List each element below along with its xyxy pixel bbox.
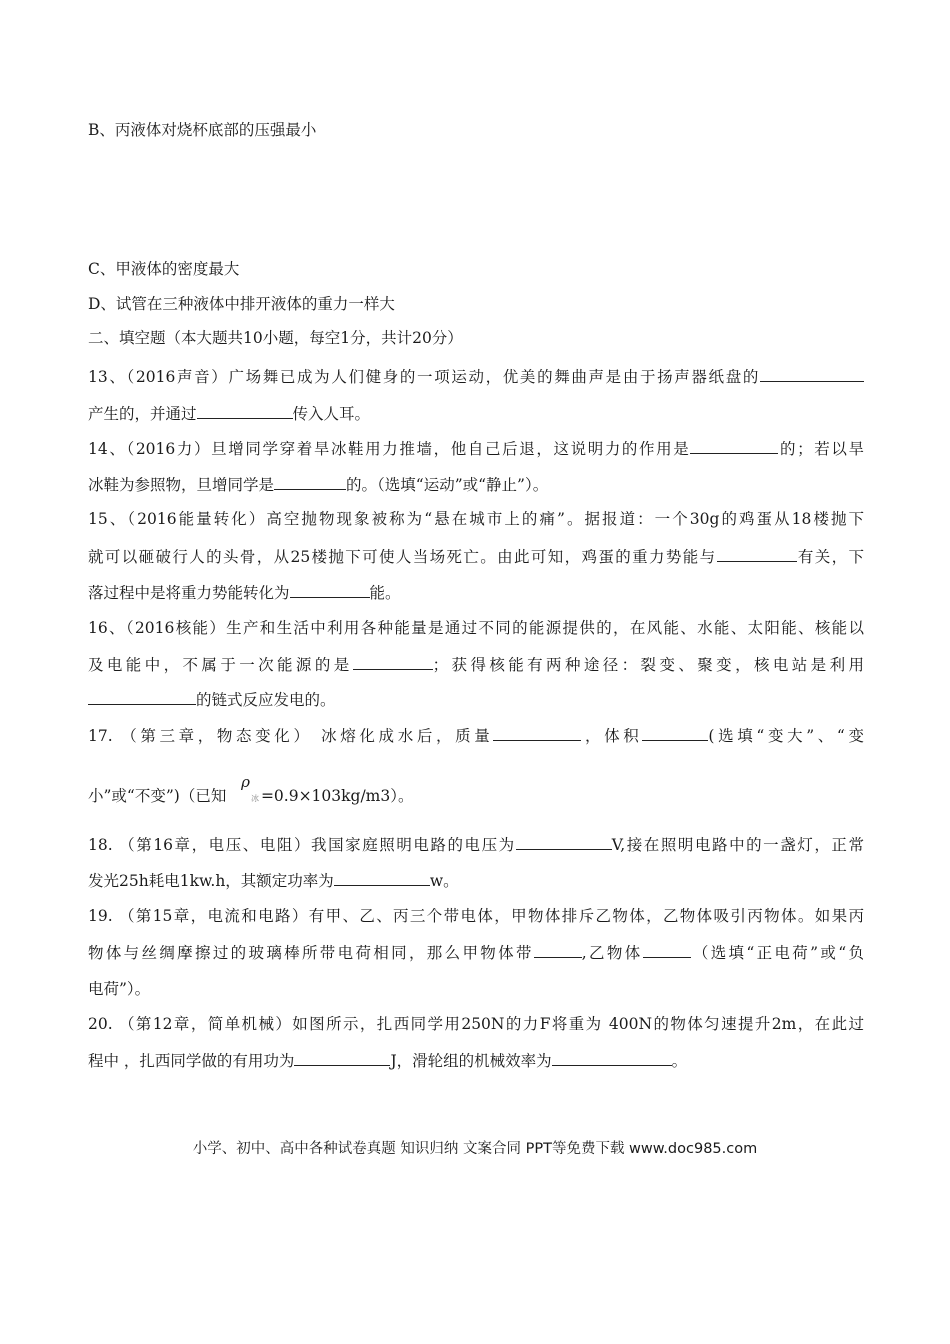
answer-blank[interactable] [760,366,864,382]
option-c: C、甲液体的密度最大 [88,260,240,278]
question-18-line-1: 18. （第16章，电压、电阻）我国家庭照明电路的电压为 V,接在照明电路中的一盏灯，正常 [88,836,864,854]
question-19-line-1: 19. （第15章，电流和电路）有甲、乙、丙三个带电体，甲物体排斥乙物体，乙物体吸引丙物体。如果丙 [88,907,864,925]
question-19-line-2: 物体与丝绸摩擦过的玻璃棒所带电荷相同，那么甲物体带 ,乙物体 （选填“正电荷”或“负 [88,944,864,962]
question-18-line-2: 发光25h耗电1kw.h，其额定功率为 w。 [88,872,459,890]
answer-blank[interactable] [642,725,708,741]
option-b: B、丙液体对烧杯底部的压强最小 [88,121,317,139]
answer-blank[interactable] [290,582,370,598]
question-16-line-1: 16、（2016核能）生产和生活中利用各种能量是通过不同的能源提供的，在风能、水能、太阳能、核能以 [88,619,864,637]
question-13-line-2: 产生的，并通过 传入人耳。 [88,405,371,423]
question-17-line-2: 小”或“不变”)（已知 ρ冰 =0.9×103kg/m3）。 [88,773,414,805]
page-footer: 小学、初中、高中各种试卷真题 知识归纳 文案合同 PPT等免费下载 www.doc985.com [192,1141,758,1157]
answer-blank[interactable] [493,725,581,741]
answer-blank[interactable] [88,689,196,705]
question-16-line-2: 及电能中，不属于一次能源的是 ；获得核能有两种途径：裂变、聚变，核电站是利用 [88,656,864,674]
answer-blank[interactable] [334,870,430,886]
answer-blank[interactable] [516,834,612,850]
density-subscript: 冰 [250,794,259,803]
answer-blank[interactable] [552,1050,672,1066]
question-13-line-1: 13、（2016声音）广场舞已成为人们健身的一项运动，优美的舞曲声是由于扬声器纸盘的 [88,366,864,387]
answer-blank[interactable] [717,546,797,562]
section-title: 二、填空题（本大题共10小题，每空1分，共计20分） [88,329,463,347]
density-symbol: ρ [241,773,250,791]
question-20-line-2: 程中 ，扎西同学做的有用功为 J，滑轮组的机械效率为 。 [88,1052,688,1070]
question-15-line-1: 15、（2016能量转化）高空抛物现象被称为“悬在城市上的痛”。据报道：一个30g的鸡蛋从18楼抛下 [88,510,864,528]
question-15-line-2: 就可以砸破行人的头骨，从25楼抛下可使人当场死亡。由此可知，鸡蛋的重力势能与 有关，下 [88,548,864,566]
answer-blank[interactable] [274,474,346,490]
question-14-line-2: 冰鞋为参照物，旦增同学是 的。（选填“运动”或“静止”）。 [88,476,549,494]
question-19-line-3: 电荷”）。 [88,980,151,998]
option-d: D、试管在三种液体中排开液体的重力一样大 [88,295,395,313]
question-14-line-1: 14、（2016力）旦增同学穿着旱冰鞋用力推墙，他自己后退，这说明力的作用是 的；若以旱 [88,440,864,458]
question-15-line-3: 落过程中是将重力势能转化为 能。 [88,584,401,602]
answer-blank[interactable] [643,942,691,958]
question-17-line-1: 17. （第三章，物态变化） 冰熔化成水后，质量 ，体积 (选填“变大”、“变 [88,727,864,745]
question-20-line-1: 20. （第12章，简单机械）如图所示，扎西同学用250N的力F将重为 400N的物体匀速提升2m，在此过 [88,1015,864,1033]
answer-blank[interactable] [197,403,293,419]
answer-blank[interactable] [534,942,582,958]
answer-blank[interactable] [690,438,778,454]
question-16-line-3: 的链式反应发电的。 [88,689,864,710]
answer-blank[interactable] [294,1050,390,1066]
answer-blank[interactable] [353,654,433,670]
